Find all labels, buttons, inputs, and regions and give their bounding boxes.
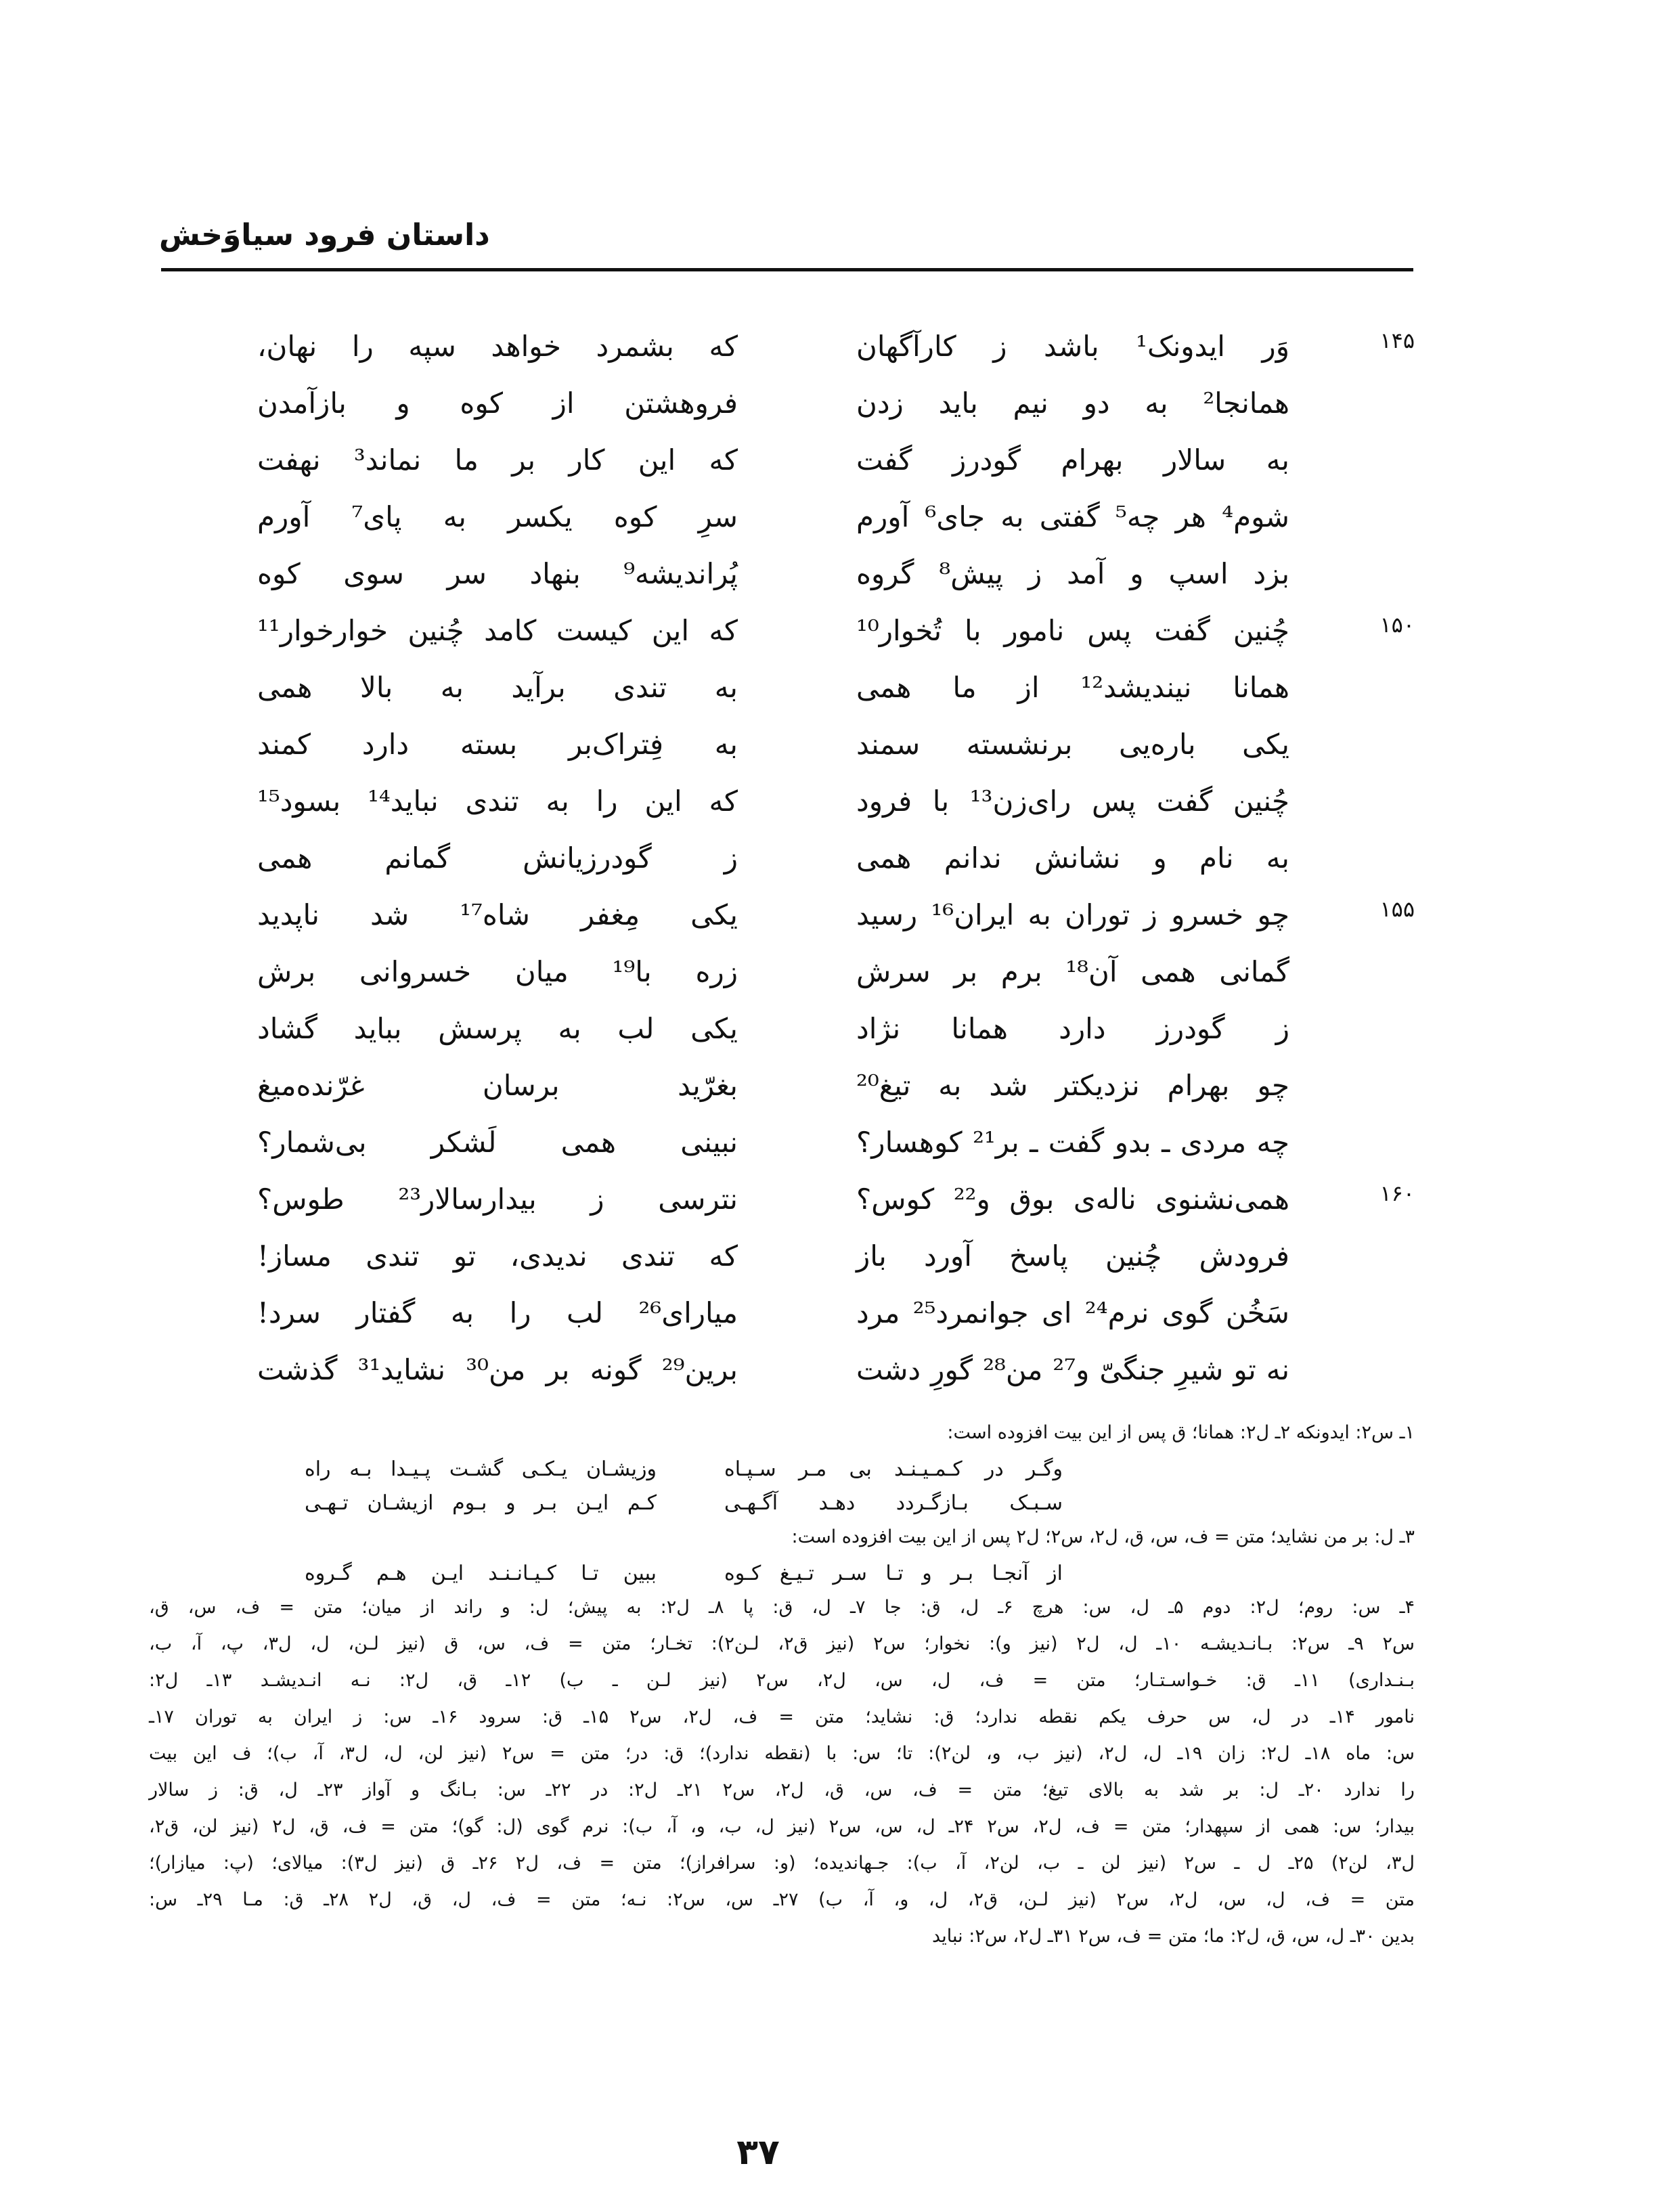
hemistich-right: یکی باره‌یی برنشسته سمند xyxy=(856,728,1289,761)
hemistich-left: یکی لب به پرسش بباید گشاد xyxy=(257,1012,738,1045)
footnote-line: متن = ف، ل، س، ل۲، س۲ (نیز لـن، ق۲، ل، و، آ، ب) ۲۷ـ س، س۲: نـه؛ متن = ف، ل، ق، ل۲ ۲۸ـ ق: مـا ۲۹ـ س: xyxy=(149,1889,1415,1910)
couplet-hemistich-right: سـبـک بـازگـردد دهـد آگـهـی xyxy=(724,1491,1063,1515)
hemistich-left: که تندی ندیدی، تو تندی مساز! xyxy=(257,1239,738,1273)
footnote-couplet xyxy=(149,1451,1415,1485)
hemistich-right: به نام و نشانش ندانم همی xyxy=(856,841,1289,875)
couplet-hemistich-right: از آنجـا بـر و تـا سـر تـیـغ کـوه xyxy=(724,1562,1063,1585)
verse-row xyxy=(250,716,1415,773)
verse-number: ۱۴۵ xyxy=(1379,328,1415,353)
hemistich-right: همی‌نشنوی ناله‌ی بوق و²² کوس؟ xyxy=(856,1183,1289,1216)
hemistich-left: که این را به تندی نباید¹⁴ بسود¹⁵ xyxy=(257,785,738,818)
hemistich-left: به فِتراک‌بر بسته دارد کمند xyxy=(257,728,738,761)
hemistich-left: که این کار بر ما نماند³ نهفت xyxy=(257,443,738,477)
hemistich-right: چه مردی ـ بدو گفت ـ بر²¹ کوهسار؟ xyxy=(856,1126,1290,1159)
footnote-line: ۴ـ س: روم؛ ل۲: دوم ۵ـ ل، س: هرچ ۶ـ ل، ق: جا ۷ـ ل، ق: پا ۸ـ ل۲: به پیش؛ ل: و راند از میان؛ متن = ف، س، ق، xyxy=(149,1597,1415,1618)
verse-row xyxy=(250,318,1415,375)
verse-row xyxy=(250,1000,1415,1057)
hemistich-left: بغرّید برسان غرّنده‌میغ xyxy=(257,1069,738,1102)
footnote-line: ۱ـ س۲: ایدونکه ۲ـ ل۲: همانا؛ ق پس از این بیت افزوده است: xyxy=(947,1422,1415,1443)
hemistich-left: یکی مِغفر شاه¹⁷ شد ناپدید xyxy=(257,898,738,931)
hemistich-left: نترسی ز بیدارسالار²³ طوس؟ xyxy=(257,1183,738,1216)
hemistich-right: نه تو شیرِ جنگیّ و²⁷ من²⁸ گورِ دشت xyxy=(856,1353,1290,1386)
verse-number: ۱۵۰ xyxy=(1379,612,1415,638)
verse-row xyxy=(250,1057,1415,1114)
footnote-couplet xyxy=(149,1555,1415,1589)
verse-row xyxy=(250,602,1415,659)
verse-row xyxy=(250,1171,1415,1228)
verse-row xyxy=(250,546,1415,602)
verse-row xyxy=(250,830,1415,887)
hemistich-right: همانجا² به دو نیم باید زدن xyxy=(856,387,1289,420)
hemistich-left: به تندی برآید به بالا همی xyxy=(257,671,738,704)
couplet-hemistich-left: ببین تـا کـیـانـنـد ایـن هـم گـروه xyxy=(305,1562,657,1585)
footnote-line: بـنـداری) ۱۱ـ ق: خـواسـتـار؛ متن = ف، ل، س، ل۲، س۲ (نیز لـن ـ ب) ۱۲ـ ق، ل۲: نـه انـدیشـد ۱۳ـ ل۲: xyxy=(149,1670,1415,1691)
verse-number: ۱۶۰ xyxy=(1379,1180,1415,1206)
couplet-hemistich-right: وگـر در کـمـیـنـد بی مـر سـپـاه xyxy=(724,1457,1063,1481)
verse-row xyxy=(250,659,1415,716)
hemistich-left: زره با¹⁹ میان خسروانی برش xyxy=(257,955,738,988)
footnote-line: بیدار؛ س: همی از سپهدار؛ متن = ف، ل۲، س۲ ۲۴ـ ل، س، س۲ (نیز ل، ب، و، آ، ب): نرم گوی (ل: گو)؛ متن = ف، ق، ل۲ (نیز لن، ق۲، xyxy=(149,1816,1415,1837)
hemistich-right: به سالار بهرام گودرز گفت xyxy=(856,443,1289,477)
verse-row xyxy=(250,773,1415,830)
footnote-line: س: ماه ۱۸ـ ل۲: زان ۱۹ـ ل، ل۲، (نیز ب، و، لن۲): تا؛ س: با (نقطه ندارد)؛ ق: در؛ متن = س۲ (نیز لن، ل، ل۳، آ، ب)؛ ف این بیت xyxy=(149,1743,1415,1764)
couplet-hemistich-left: کـم ایـن بـر و بـوم ازیشـان تـهـی xyxy=(305,1491,657,1515)
hemistich-right: چو بهرام نزدیکتر شد به تیغ²⁰ xyxy=(856,1069,1289,1102)
verse-row xyxy=(250,489,1415,546)
footnote-line: را ندارد ۲۰ـ ل: بر شد به بالای تیغ؛ متن = ف، س، ق، ل۲، س۲ ۲۱ـ ل۲: در ۲۲ـ س: بـانگ و آواز ۲۳ـ ل، ق: ز سالار xyxy=(149,1780,1415,1801)
footnote-line: ۳ـ ل: بر من نشاید؛ متن = ف، س، ق، ل۲، س۲؛ ل۲ پس از این بیت افزوده است: xyxy=(791,1526,1415,1547)
hemistich-right: ز گودرز دارد همانا نژاد xyxy=(856,1012,1289,1045)
footnote-couplet xyxy=(149,1485,1415,1519)
footnote-line: س۲ ۹ـ س۲: بـانـدیشـه ۱۰ـ ل، ل۲ (نیز و): نخوار؛ س۲ (نیز ق۲، لـن۲): تخـار؛ متن = ف، س، ق (نیز لـن، ل، ل۳، پ، آ، ب، xyxy=(149,1633,1415,1654)
verse-row xyxy=(250,1228,1415,1285)
hemistich-right: سَخُن گوی نرم²⁴ ای جوانمرد²⁵ مرد xyxy=(856,1296,1289,1329)
hemistich-left: فروهشتن از کوه و بازآمدن xyxy=(257,387,738,420)
hemistich-left: میارای²⁶ لب را به گفتار سرد! xyxy=(257,1296,738,1329)
hemistich-right: بزد اسپ و آمد ز پیش⁸ گروه xyxy=(856,557,1290,590)
hemistich-right: چُنین گفت پس رای‌زن¹³ با فرود xyxy=(856,785,1289,818)
couplet-hemistich-left: وزیشـان یـکـی گشـت پـیـدا بـه راه xyxy=(305,1457,657,1481)
verse-row xyxy=(250,887,1415,944)
hemistich-left: سرِ کوه یکسر به پای⁷ آورم xyxy=(257,500,738,533)
hemistich-left: پُراندیشه⁹ بنهاد سر سوی کوه xyxy=(257,557,738,590)
verse-table xyxy=(250,318,1415,1398)
running-header xyxy=(159,210,1411,271)
verse-row xyxy=(250,1342,1415,1398)
hemistich-left: برین²⁹ گونه بر من³⁰ نشاید³¹ گذشت xyxy=(257,1353,738,1386)
hemistich-right: چو خسرو ز توران به ایران¹⁶ رسید xyxy=(856,898,1290,931)
footnotes xyxy=(149,1415,1415,1955)
footnote-line: بدین ۳۰ـ ل، س، ق، ل۲: ما؛ متن = ف، س۲ ۳۱ـ ل۲، س۲: نباید xyxy=(932,1926,1415,1947)
hemistich-right: شوم⁴ هر چه⁵ گفتی به جای⁶ آورم xyxy=(856,500,1289,533)
hemistich-right: فرودش چُنین پاسخ آورد باز xyxy=(856,1239,1289,1273)
hemistich-right: وَر ایدونک¹ باشد ز کارآگهان xyxy=(856,330,1289,363)
verse-row xyxy=(250,1114,1415,1171)
verse-row xyxy=(250,1285,1415,1342)
hemistich-left: که بشمرد خواهد سپه را نهان، xyxy=(257,330,738,363)
header-rule xyxy=(161,268,1413,271)
hemistich-right: چُنین گفت پس نامور با تُخوار¹⁰ xyxy=(856,614,1289,647)
footnote-line: نامور ۱۴ـ در ل، س حرف یکم نقطه ندارد؛ ق: نشاید؛ متن = ف، ل۲، س۲ ۱۵ـ ق: سرود ۱۶ـ س: ز ایران به توران ۱۷ـ xyxy=(149,1706,1415,1727)
verse-row xyxy=(250,375,1415,432)
running-header-title: داستان فرود سیاوَخش xyxy=(159,218,490,252)
verse-number: ۱۵۵ xyxy=(1379,896,1415,922)
hemistich-left: که این کیست کامد چُنین خوارخوار¹¹ xyxy=(257,614,738,647)
hemistich-left: نبینی همی لَشکر بی‌شمار؟ xyxy=(257,1126,738,1159)
page-number: ۳۷ xyxy=(736,2132,780,2173)
hemistich-right: گمانی همی آن¹⁸ برم بر سرش xyxy=(856,955,1290,988)
hemistich-left: ز گودرزیانش گمانم همی xyxy=(257,841,738,875)
footnote-line: ل۳، لن۲) ۲۵ـ ل ـ س۲ (نیز لن ـ ب، لن۲، آ، ب): جـهاندیده؛ (و: سرافراز)؛ متن = ف، ل۲ ۲۶ـ ق (نیز ل۳): میالای؛ (پ: میازار)؛ xyxy=(149,1853,1415,1874)
verse-row xyxy=(250,432,1415,489)
verse-row xyxy=(250,944,1415,1000)
hemistich-right: همانا نیندیشد¹² از ما همی xyxy=(856,671,1289,704)
